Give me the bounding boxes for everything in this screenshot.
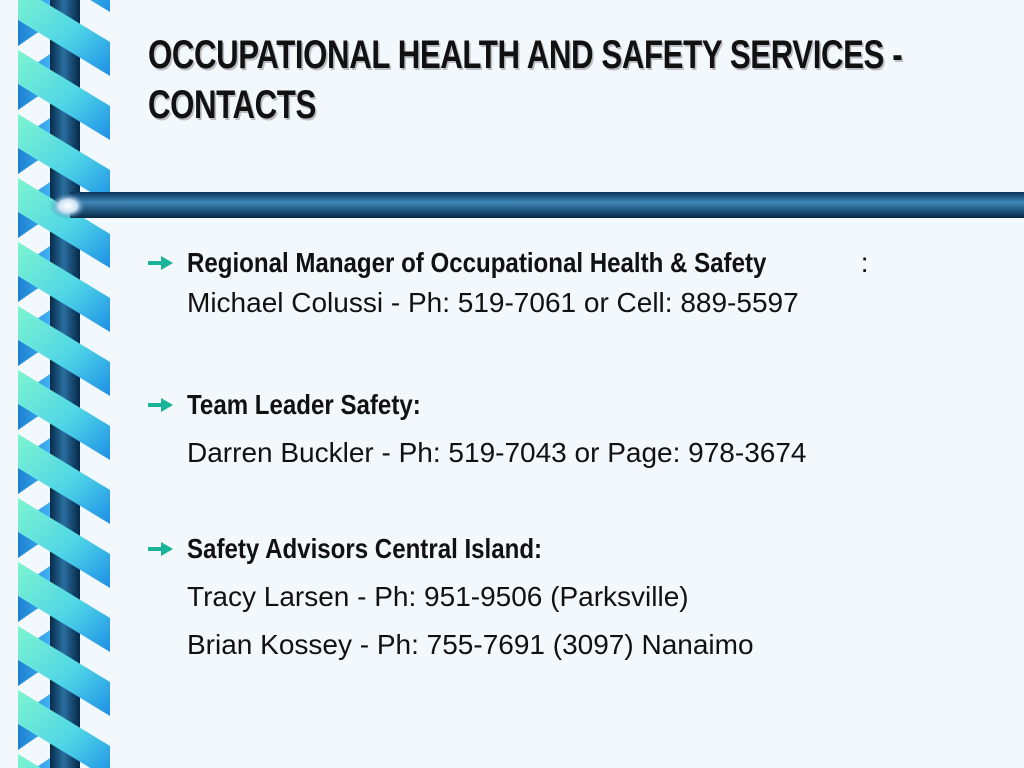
contact-detail: Tracy Larsen - Ph: 951-9506 (Parksville): [187, 581, 689, 612]
contact-detail: Brian Kossey - Ph: 755-7691 (3097) Nanaimo: [187, 629, 754, 660]
page-title: [148, 30, 903, 130]
title-line-1: OCCUPATIONAL HEALTH AND SAFETY SERVICES -: [148, 33, 903, 77]
contacts-list: [146, 240, 1006, 666]
contact-heading: Safety Advisors Central Island:: [187, 533, 543, 564]
contact-heading: Regional Manager of Occupational Health & Safety :: [187, 247, 869, 278]
arrow-right-icon: [146, 253, 176, 273]
contact-entry-team-leader: [146, 384, 1006, 474]
contact-heading: Team Leader Safety:: [187, 389, 421, 420]
contact-entry-safety-advisors: [146, 528, 1006, 666]
arrow-right-icon: [146, 395, 176, 415]
contact-entry-regional-manager: [146, 242, 1006, 324]
bar-knob: [50, 193, 86, 219]
title-line-2: CONTACTS: [148, 83, 316, 127]
contact-detail: Michael Colussi - Ph: 519-7061 or Cell: 889-5597: [187, 287, 799, 318]
arrow-right-icon: [146, 539, 176, 559]
contact-detail: Darren Buckler - Ph: 519-7043 or Page: 978-3674: [187, 437, 807, 468]
